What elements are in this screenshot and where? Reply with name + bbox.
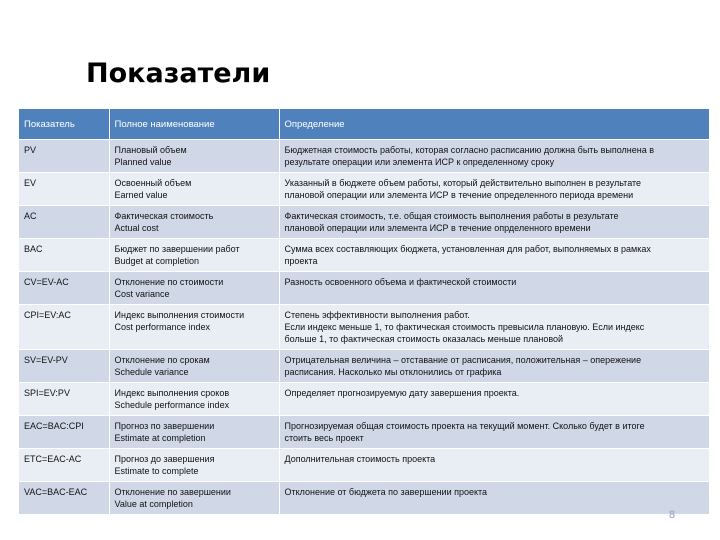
full-name-cell xyxy=(109,239,279,272)
name-english: Planned value xyxy=(114,157,172,167)
definition-line: Фактическая стоимость, т.е. общая стоимость выполнения работы в результате xyxy=(284,211,619,221)
definition-line: Сумма всех составляющих бюджета, установленная для работ, выполняемых в рамках xyxy=(284,244,651,254)
name-english: Actual cost xyxy=(114,223,159,233)
indicator-cell: VAC=BAC-EAC xyxy=(19,482,109,515)
definition-cell xyxy=(279,140,709,173)
page-number: 8 xyxy=(669,509,676,521)
name-english: Schedule variance xyxy=(114,367,189,377)
name-russian: Фактическая стоимость xyxy=(114,211,214,221)
full-name-cell xyxy=(109,206,279,239)
name-english: Budget at completion xyxy=(114,256,200,266)
definition-line: Указанный в бюджете объем работы, который действительно выполнен в результате xyxy=(284,178,642,188)
definition-line: расписания. Насколько мы отклонились от графика xyxy=(284,367,502,377)
indicator-cell: PV xyxy=(19,140,109,173)
page-title: Показатели xyxy=(86,58,271,89)
name-english: Cost variance xyxy=(114,289,170,299)
definition-line: проекта xyxy=(284,256,318,266)
header-definition: Определение xyxy=(279,109,709,140)
name-english: Estimate to complete xyxy=(114,466,199,476)
name-russian: Отклонение по стоимости xyxy=(114,277,224,287)
indicator-cell: EV xyxy=(19,173,109,206)
indicator-cell: BAC xyxy=(19,239,109,272)
name-english: Value at completion xyxy=(114,499,193,509)
table-row xyxy=(19,140,709,173)
table-row xyxy=(19,239,709,272)
definition-cell xyxy=(279,449,709,482)
table-row xyxy=(19,416,709,449)
name-russian: Индекс выполнения стоимости xyxy=(114,310,245,320)
definition-line: Разность освоенного объема и фактической стоимости xyxy=(284,277,517,287)
definition-cell xyxy=(279,206,709,239)
full-name-cell xyxy=(109,305,279,350)
indicator-cell: AC xyxy=(19,206,109,239)
definition-line: Отклонение от бюджета по завершении проекта xyxy=(284,487,488,497)
full-name-cell xyxy=(109,350,279,383)
name-english: Cost performance index xyxy=(114,322,211,332)
definition-cell xyxy=(279,482,709,515)
name-english: Schedule performance index xyxy=(114,400,230,410)
definition-line: Если индекс меньше 1, то фактическая стоимость превысила плановую. Если индекс xyxy=(284,322,645,332)
definition-line: Отрицательная величина – отставание от расписания, положительная – опережение xyxy=(284,355,642,365)
name-russian: Прогноз до завершения xyxy=(114,454,215,464)
table-row xyxy=(19,305,709,350)
definition-cell xyxy=(279,416,709,449)
full-name-cell xyxy=(109,449,279,482)
definition-line: Прогнозируемая общая стоимость проекта на текущий момент. Сколько будет в итоге xyxy=(284,421,645,431)
definition-line: Дополнительная стоимость проекта xyxy=(284,454,436,464)
name-english: Estimate at completion xyxy=(114,433,206,443)
name-english: Earned value xyxy=(114,190,168,200)
full-name-cell xyxy=(109,140,279,173)
name-russian: Освоенный объем xyxy=(114,178,192,188)
full-name-cell xyxy=(109,383,279,416)
name-russian: Отклонение по завершении xyxy=(114,487,231,497)
name-russian: Отклонение по срокам xyxy=(114,355,210,365)
definition-line: плановой операции или элемента ИСР в течение определенного периода времени xyxy=(284,190,634,200)
table-row xyxy=(19,449,709,482)
definition-line: Определяет прогнозируемую дату завершения проекта. xyxy=(284,388,520,398)
definition-cell xyxy=(279,383,709,416)
name-russian: Бюджет по завершении работ xyxy=(114,244,240,254)
metrics-table xyxy=(19,109,710,514)
definition-line: стоить весь проект xyxy=(284,433,364,443)
definition-cell xyxy=(279,350,709,383)
definition-line: результате операции или элемента ИСР к определенному сроку xyxy=(284,157,555,167)
name-russian: Индекс выполнения сроков xyxy=(114,388,230,398)
indicator-cell: SV=EV-PV xyxy=(19,350,109,383)
table-row xyxy=(19,206,709,239)
table-header-row xyxy=(19,109,709,140)
full-name-cell xyxy=(109,416,279,449)
table-row xyxy=(19,350,709,383)
indicator-cell: EAC=BAC:CPI xyxy=(19,416,109,449)
name-russian: Прогноз по завершении xyxy=(114,421,215,431)
header-full-name: Полное наименование xyxy=(109,109,279,140)
full-name-cell xyxy=(109,173,279,206)
full-name-cell xyxy=(109,482,279,515)
indicator-cell: CV=EV-AC xyxy=(19,272,109,305)
definition-cell xyxy=(279,173,709,206)
definition-cell xyxy=(279,239,709,272)
definition-cell xyxy=(279,272,709,305)
table-row xyxy=(19,383,709,416)
indicator-cell: SPI=EV:PV xyxy=(19,383,109,416)
full-name-cell xyxy=(109,272,279,305)
definition-cell xyxy=(279,305,709,350)
definition-line: больше 1, то фактическая стоимость оказалась меньше плановой xyxy=(284,334,564,344)
table-row xyxy=(19,173,709,206)
name-russian: Плановый объем xyxy=(114,145,187,155)
table-row xyxy=(19,482,709,515)
indicator-cell: ETC=EAC-AC xyxy=(19,449,109,482)
definition-line: плановой операции или элемента ИСР в течение опрделенного времени xyxy=(284,223,591,233)
table-row xyxy=(19,272,709,305)
definition-line: Степень эффективности выполнения работ. xyxy=(284,310,470,320)
indicator-cell: CPI=EV:AC xyxy=(19,305,109,350)
header-indicator: Показатель xyxy=(19,109,109,140)
definition-line: Бюджетная стоимость работы, которая согласно расписанию должна быть выполнена в xyxy=(284,145,655,155)
